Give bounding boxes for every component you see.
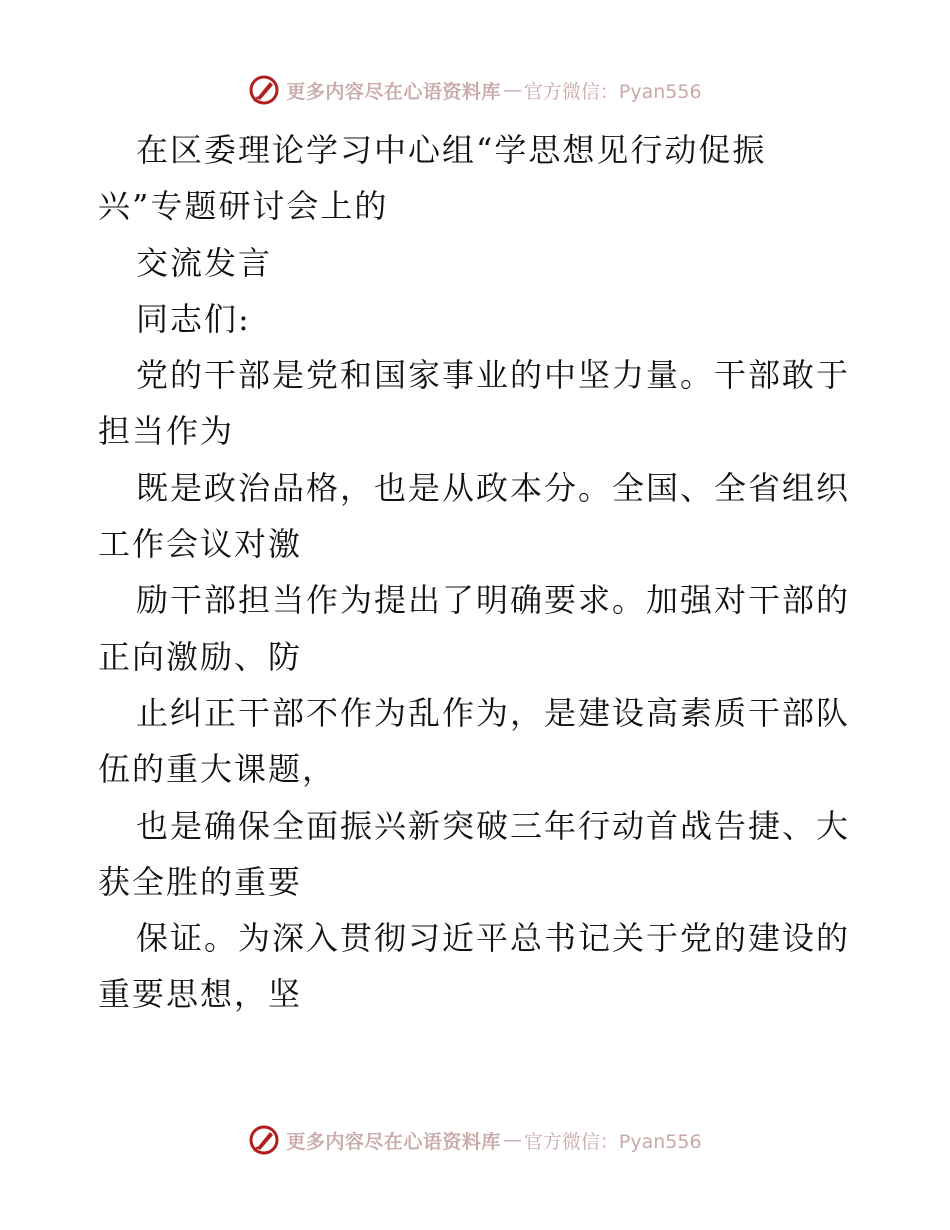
document-line: 止纠正干部不作为乱作为，是建设高素质干部队	[136, 693, 851, 732]
header-banner-separator: —	[502, 79, 522, 101]
document-line: 保证。为深入贯彻习近平总书记关于党的建设的	[136, 919, 851, 958]
header-banner-text: 更多内容尽在心语资料库	[286, 80, 501, 103]
document-line: 兴”专题研讨会上的	[98, 187, 389, 226]
document-line: 交流发言	[136, 243, 273, 282]
quill-logo-icon	[248, 1124, 280, 1156]
document-line: 重要思想，坚	[98, 975, 303, 1014]
document-line: 同志们:	[136, 299, 251, 338]
document-line: 党的干部是党和国家事业的中坚力量。干部敢于	[136, 356, 851, 395]
footer-watermark-banner	[0, 1120, 950, 1160]
footer-banner-separator: —	[502, 1129, 522, 1151]
document-line: 既是政治品格，也是从政本分。全国、全省组织	[136, 468, 851, 507]
quill-logo-icon	[248, 74, 280, 106]
document-line: 工作会议对激	[98, 525, 303, 564]
footer-banner-text: 更多内容尽在心语资料库	[286, 1130, 501, 1153]
document-line: 励干部担当作为提出了明确要求。加强对干部的	[136, 581, 851, 620]
document-body	[98, 122, 858, 1023]
header-banner-contact: 官方微信：Pyan556	[523, 80, 702, 103]
document-line: 正向激励、防	[98, 637, 303, 676]
footer-banner-contact: 官方微信：Pyan556	[523, 1130, 702, 1153]
header-watermark-banner	[0, 70, 950, 110]
document-line: 伍的重大课题，	[98, 750, 337, 789]
document-line: 担当作为	[98, 412, 235, 451]
document-line: 获全胜的重要	[98, 862, 303, 901]
document-line: 在区委理论学习中心组“学思想见行动促振	[136, 131, 767, 169]
document-line: 也是确保全面振兴新突破三年行动首战告捷、大	[136, 806, 851, 845]
